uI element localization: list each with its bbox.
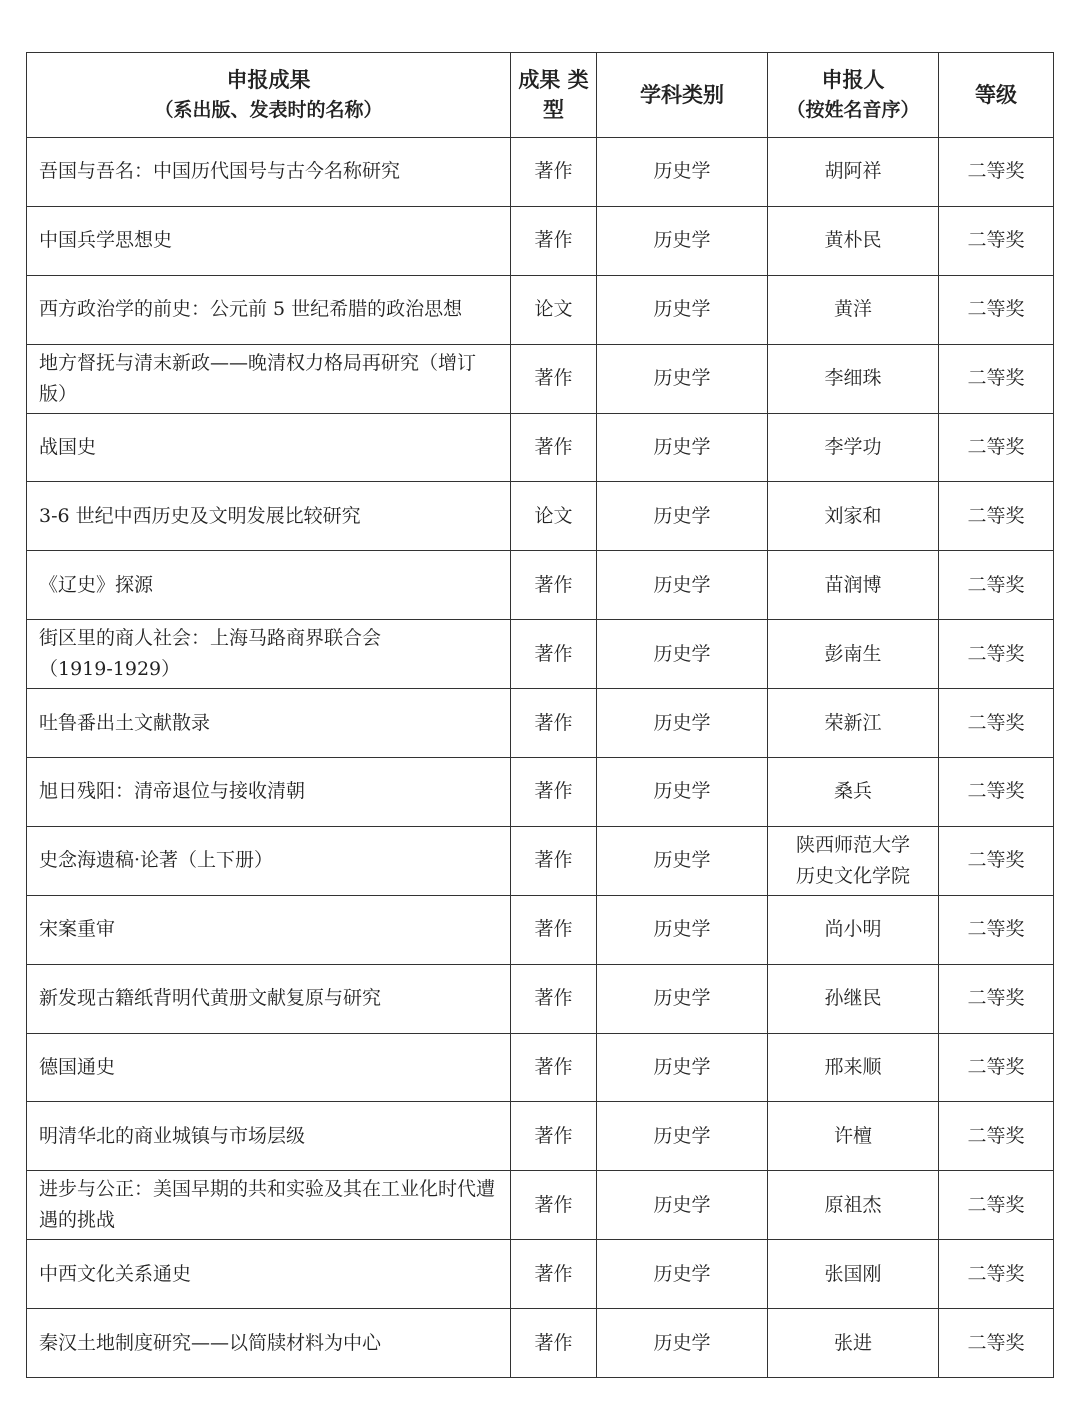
applicant-name: 张国刚 xyxy=(824,1262,882,1285)
result-title xyxy=(27,1171,511,1240)
result-title xyxy=(27,964,511,1033)
applicant-name: 邢来顺 xyxy=(824,1056,882,1079)
table-row xyxy=(27,413,1054,482)
applicant-name: 原祖杰 xyxy=(824,1193,882,1216)
result-title-text: 3-6 世纪中西历史及文明发展比较研究 xyxy=(39,504,361,527)
applicant-name: 胡阿祥 xyxy=(824,160,882,183)
header-type-line2: 类型 xyxy=(543,68,589,122)
result-type: 著作 xyxy=(511,620,597,689)
applicant xyxy=(768,482,939,551)
result-type: 著作 xyxy=(511,1240,597,1309)
discipline: 历史学 xyxy=(597,964,768,1033)
discipline: 历史学 xyxy=(597,826,768,895)
result-title xyxy=(27,1309,511,1378)
applicant xyxy=(768,1102,939,1171)
applicant xyxy=(768,344,939,413)
applicant xyxy=(768,1309,939,1378)
applicant-name: 许檀 xyxy=(833,1124,872,1147)
award-level: 二等奖 xyxy=(939,1240,1054,1309)
applicant-name: 黄洋 xyxy=(833,298,872,321)
applicant xyxy=(768,551,939,620)
applicant-name: 桑兵 xyxy=(833,780,872,803)
discipline: 历史学 xyxy=(597,758,768,827)
discipline: 历史学 xyxy=(597,1171,768,1240)
table-row xyxy=(27,826,1054,895)
result-title-text: 地方督抚与清末新政——晚清权力格局再研究（增订版） xyxy=(39,351,477,405)
result-type: 论文 xyxy=(511,482,597,551)
table-row xyxy=(27,964,1054,1033)
result-title-text: 宋案重审 xyxy=(39,918,116,941)
table-row xyxy=(27,1240,1054,1309)
applicant-name: 荣新江 xyxy=(824,711,882,734)
result-title-text-line2: （1919-1929） xyxy=(39,658,181,681)
applicant xyxy=(768,826,939,895)
result-type: 著作 xyxy=(511,1171,597,1240)
discipline: 历史学 xyxy=(597,138,768,207)
award-level: 二等奖 xyxy=(939,413,1054,482)
applicant-name: 黄朴民 xyxy=(824,229,882,252)
result-type: 著作 xyxy=(511,1309,597,1378)
award-level: 二等奖 xyxy=(939,895,1054,964)
applicant xyxy=(768,1171,939,1240)
award-level: 二等奖 xyxy=(939,758,1054,827)
result-title xyxy=(27,758,511,827)
result-title-text: 明清华北的商业城镇与市场层级 xyxy=(39,1124,306,1147)
table-row xyxy=(27,1102,1054,1171)
result-type: 著作 xyxy=(511,964,597,1033)
award-level: 二等奖 xyxy=(939,482,1054,551)
applicant xyxy=(768,620,939,689)
result-title-text: 《辽史》探源 xyxy=(39,573,154,596)
header-applicant xyxy=(768,53,939,138)
result-title xyxy=(27,482,511,551)
applicant xyxy=(768,689,939,758)
applicant xyxy=(768,964,939,1033)
result-title xyxy=(27,1102,511,1171)
result-title xyxy=(27,1033,511,1102)
table-body xyxy=(27,138,1054,1378)
applicant xyxy=(768,1240,939,1309)
result-title xyxy=(27,138,511,207)
discipline: 历史学 xyxy=(597,275,768,344)
result-title-text: 旭日残阳：清帝退位与接收清朝 xyxy=(39,780,306,803)
result-title xyxy=(27,895,511,964)
result-type: 著作 xyxy=(511,895,597,964)
table-row xyxy=(27,620,1054,689)
header-type xyxy=(511,53,597,138)
result-type: 著作 xyxy=(511,1033,597,1102)
header-type-line1: 成果 xyxy=(518,68,561,92)
applicant-name: 彭南生 xyxy=(824,642,882,665)
result-title-text: 中西文化关系通史 xyxy=(39,1262,192,1285)
result-title-text: 中国兵学思想史 xyxy=(39,229,173,252)
applicant xyxy=(768,758,939,827)
discipline: 历史学 xyxy=(597,689,768,758)
table-row xyxy=(27,1171,1054,1240)
award-level: 二等奖 xyxy=(939,344,1054,413)
discipline: 历史学 xyxy=(597,1033,768,1102)
applicant-name: 张进 xyxy=(833,1331,872,1354)
table-row xyxy=(27,1033,1054,1102)
result-type: 著作 xyxy=(511,826,597,895)
applicant xyxy=(768,138,939,207)
result-type: 著作 xyxy=(511,689,597,758)
applicant xyxy=(768,1033,939,1102)
discipline: 历史学 xyxy=(597,344,768,413)
discipline: 历史学 xyxy=(597,895,768,964)
table-row xyxy=(27,206,1054,275)
award-level: 二等奖 xyxy=(939,275,1054,344)
applicant-name: 陕西师范大学 xyxy=(795,833,910,856)
table-row xyxy=(27,895,1054,964)
result-title-text: 战国史 xyxy=(39,436,97,458)
result-title-text: 吐鲁番出土文献散录 xyxy=(39,711,211,734)
discipline: 历史学 xyxy=(597,1102,768,1171)
award-level: 二等奖 xyxy=(939,826,1054,895)
result-title xyxy=(27,551,511,620)
applicant-name: 孙继民 xyxy=(824,987,882,1010)
award-level: 二等奖 xyxy=(939,138,1054,207)
awards-table xyxy=(26,52,1054,1378)
table-row xyxy=(27,275,1054,344)
header-discipline: 学科类别 xyxy=(597,53,768,138)
result-title-text: 西方政治学的前史：公元前 5 世纪希腊的政治思想 xyxy=(39,298,463,321)
result-title-text: 街区里的商人社会：上海马路商界联合会 xyxy=(39,627,382,650)
award-level: 二等奖 xyxy=(939,1102,1054,1171)
table-row xyxy=(27,344,1054,413)
result-type: 著作 xyxy=(511,413,597,482)
result-title xyxy=(27,275,511,344)
discipline: 历史学 xyxy=(597,413,768,482)
result-title-text: 新发现古籍纸背明代黄册文献复原与研究 xyxy=(39,987,382,1010)
applicant xyxy=(768,206,939,275)
award-level: 二等奖 xyxy=(939,1171,1054,1240)
result-title xyxy=(27,206,511,275)
applicant-name: 尚小明 xyxy=(824,918,882,941)
result-type: 著作 xyxy=(511,758,597,827)
header-title-main: 申报成果 xyxy=(226,68,311,92)
applicant-name: 李细珠 xyxy=(824,367,882,390)
result-title xyxy=(27,344,511,413)
discipline: 历史学 xyxy=(597,551,768,620)
award-level: 二等奖 xyxy=(939,964,1054,1033)
result-title xyxy=(27,826,511,895)
applicant xyxy=(768,895,939,964)
table-row xyxy=(27,138,1054,207)
award-level: 二等奖 xyxy=(939,1033,1054,1102)
result-title xyxy=(27,620,511,689)
header-level: 等级 xyxy=(939,53,1054,138)
table-row xyxy=(27,482,1054,551)
result-title-text: 秦汉土地制度研究——以简牍材料为中心 xyxy=(39,1331,382,1354)
header-row xyxy=(27,53,1054,138)
header-title xyxy=(27,53,511,138)
discipline: 历史学 xyxy=(597,620,768,689)
award-level: 二等奖 xyxy=(939,206,1054,275)
result-type: 著作 xyxy=(511,344,597,413)
award-level: 二等奖 xyxy=(939,689,1054,758)
applicant-name: 李学功 xyxy=(824,436,882,458)
result-type: 论文 xyxy=(511,275,597,344)
header-applicant-sub: （按姓名音序） xyxy=(786,99,920,121)
award-level: 二等奖 xyxy=(939,551,1054,620)
result-title xyxy=(27,689,511,758)
discipline: 历史学 xyxy=(597,1309,768,1378)
applicant-name-line2: 历史文化学院 xyxy=(795,864,910,887)
discipline: 历史学 xyxy=(597,206,768,275)
table-row xyxy=(27,551,1054,620)
result-type: 著作 xyxy=(511,1102,597,1171)
result-type: 著作 xyxy=(511,138,597,207)
result-title-text: 进步与公正：美国早期的共和实验及其在工业化时代遭遇的挑战 xyxy=(39,1178,496,1232)
result-type: 著作 xyxy=(511,206,597,275)
applicant xyxy=(768,275,939,344)
result-title xyxy=(27,413,511,482)
award-level: 二等奖 xyxy=(939,620,1054,689)
award-level: 二等奖 xyxy=(939,1309,1054,1378)
result-title-text: 德国通史 xyxy=(39,1056,116,1079)
result-title xyxy=(27,1240,511,1309)
applicant xyxy=(768,413,939,482)
result-title-text: 史念海遗稿·论著（上下册） xyxy=(39,849,274,872)
result-type: 著作 xyxy=(511,551,597,620)
header-applicant-main: 申报人 xyxy=(821,68,885,92)
applicant-name: 苗润博 xyxy=(824,573,882,596)
header-title-sub: （系出版、发表时的名称） xyxy=(154,99,383,121)
discipline: 历史学 xyxy=(597,1240,768,1309)
applicant-name: 刘家和 xyxy=(824,504,882,527)
discipline: 历史学 xyxy=(597,482,768,551)
result-title-text: 吾国与吾名：中国历代国号与古今名称研究 xyxy=(39,160,401,183)
table-row xyxy=(27,1309,1054,1378)
table-row xyxy=(27,689,1054,758)
table-row xyxy=(27,758,1054,827)
